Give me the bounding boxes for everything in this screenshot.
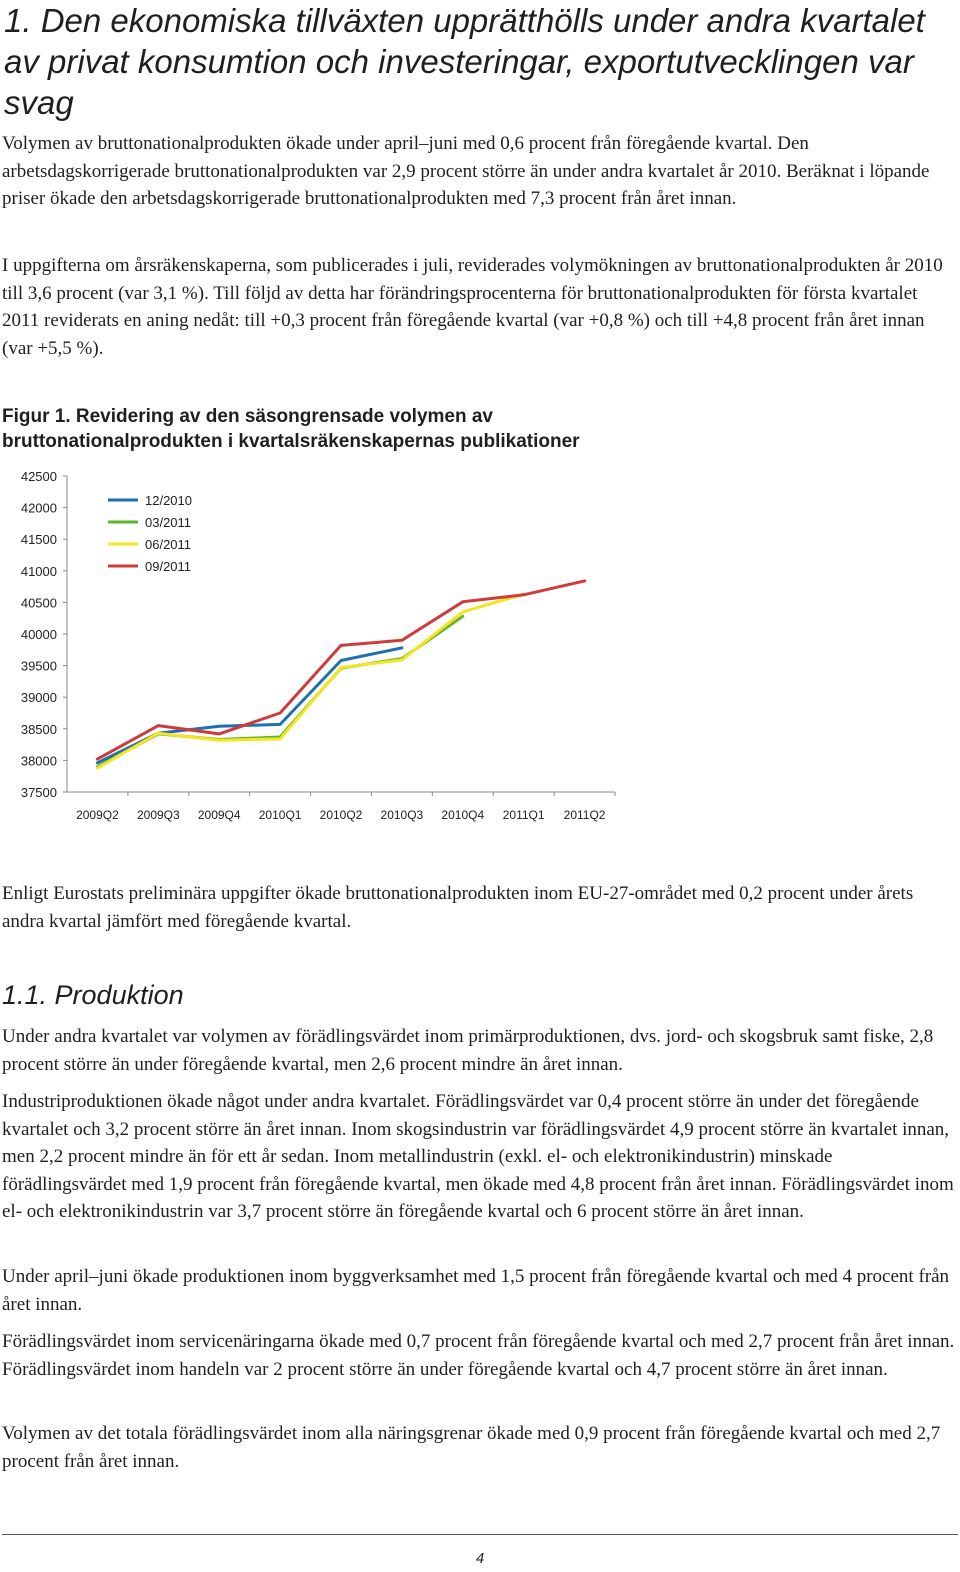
x-tick-label: 2009Q3	[136, 808, 180, 822]
series-line-03-2011	[97, 616, 462, 766]
gdp-revision-chart	[0, 462, 640, 832]
x-tick-label: 2010Q3	[380, 808, 424, 822]
y-tick-label: 38500	[20, 721, 57, 737]
y-tick-label: 39000	[20, 690, 57, 706]
figure-caption	[2, 404, 902, 454]
chart-legend	[108, 493, 192, 574]
y-tick-label: 39500	[20, 658, 57, 674]
y-tick-label: 37500	[20, 785, 57, 800]
eurostat-paragraph: Enligt Eurostats preliminära uppgifter ökade bruttonationalprodukten inom EU-27-området med 0,2 procent under årets andra kvartal jämfört med föregående kvartal.	[2, 883, 914, 932]
intro-paragraph-1: Volymen av bruttonationalprodukten ökade under april–juni med 0,6 procent från föregående kvartal. Den arbetsdagskorrigerade bruttonationalprodukten var 2,9 procent större än under andra kvartalet år 2010. Beräknat i löpande priser ökade den arbetsdagskorrigerade bruttonationalprodukten med 7,3 procent från året innan.	[2, 133, 930, 209]
section-paragraph-4: Förädlingsvärdet inom servicenäringarna ökade med 0,7 procent från föregående kvartal och med 2,7 procent från året innan. Förädlingsvärdet inom handeln var 2 procent större än under föregående kvartal och 4,7 procent större än året innan.	[2, 1331, 955, 1380]
x-tick-label: 2010Q2	[319, 808, 363, 822]
page-number: 4	[475, 1550, 485, 1567]
section-heading: 1.1. Produktion	[2, 980, 184, 1010]
x-tick-label: 2010Q1	[258, 808, 302, 822]
x-tick-label: 2011Q1	[502, 808, 545, 822]
page-title: 1. Den ekonomiska tillväxten upprätthölls under andra kvartalet av privat konsumtion och investeringar, exportutvecklingen var svag	[4, 2, 925, 121]
x-axis-ticks	[76, 792, 615, 822]
x-tick-label: 2011Q2	[563, 808, 606, 822]
y-tick-label: 41000	[20, 563, 57, 579]
section-paragraph-5: Volymen av det totala förädlingsvärdet inom alla näringsgrenar ökade med 0,9 procent från föregående kvartal och med 2,7 procent från året innan.	[2, 1423, 941, 1472]
y-tick-label: 38000	[20, 753, 57, 769]
y-tick-label: 42500	[20, 469, 57, 484]
y-tick-label: 42000	[20, 500, 57, 516]
figure-caption-line-2: bruttonationalprodukten i kvartalsräkenskapernas publikationer	[2, 431, 580, 452]
section-paragraph-1: Under andra kvartalet var volymen av förädlingsvärdet inom primärproduktionen, dvs. jord- och skogsbruk samt fiske, 2,8 procent större än under föregående kvartal, men 2,6 procent mindre än året innan.	[2, 1026, 934, 1075]
y-tick-label: 41500	[20, 532, 57, 548]
chart-series	[97, 581, 584, 768]
y-tick-label: 40000	[20, 627, 57, 642]
x-tick-label: 2010Q4	[441, 808, 485, 822]
legend-label: 09/2011	[145, 559, 192, 574]
legend-label: 03/2011	[145, 515, 192, 530]
legend-label: 12/2010	[145, 493, 192, 508]
footer-divider	[2, 1534, 958, 1535]
figure-caption-line-1: Figur 1. Revidering av den säsongrensade volymen av	[2, 406, 494, 427]
section-paragraph-3: Under april–juni ökade produktionen inom byggverksamhet med 1,5 procent från föregående kvartal och med 4 procent från året innan.	[2, 1266, 950, 1315]
section-paragraph-2: Industriproduktionen ökade något under andra kvartalet. Förädlingsvärdet var 0,4 procent större än under det föregående kvartalet och 3,2 procent större än året innan. Inom skogsindustrin var förädlingsvärdet 4,9 procent större än kvartalet innan, men 2,2 procent mindre än för ett år sedan. Inom metallindustrin (exkl. el- och elektronikindustrin) minskade förädlingsvärdet med 1,9 procent från föregående kvartal, men ökade med 4,8 procent från året innan. Förädlingsvärdet inom el- och elektronikindustrin var 3,7 procent större än föregående kvartal och 6 procent större än året innan.	[2, 1091, 954, 1222]
chart-svg	[0, 462, 640, 832]
y-tick-label: 40500	[20, 595, 57, 611]
y-axis-ticks	[21, 469, 67, 800]
x-tick-label: 2009Q4	[197, 808, 241, 822]
legend-label: 06/2011	[145, 537, 192, 552]
intro-paragraph-2: I uppgifterna om årsräkenskaperna, som publicerades i juli, reviderades volymökningen av bruttonationalprodukten år 2010 till 3,6 procent (var 3,1 %). Till följd av detta har förändringsprocenterna för bruttonationalprodukten för första kvartalet 2011 reviderats en aning nedåt: till +0,3 procent från föregående kvartal (var +0,8 %) och till +4,8 procent från året innan (var +5,5 %).	[2, 255, 943, 359]
x-tick-label: 2009Q2	[76, 808, 119, 822]
